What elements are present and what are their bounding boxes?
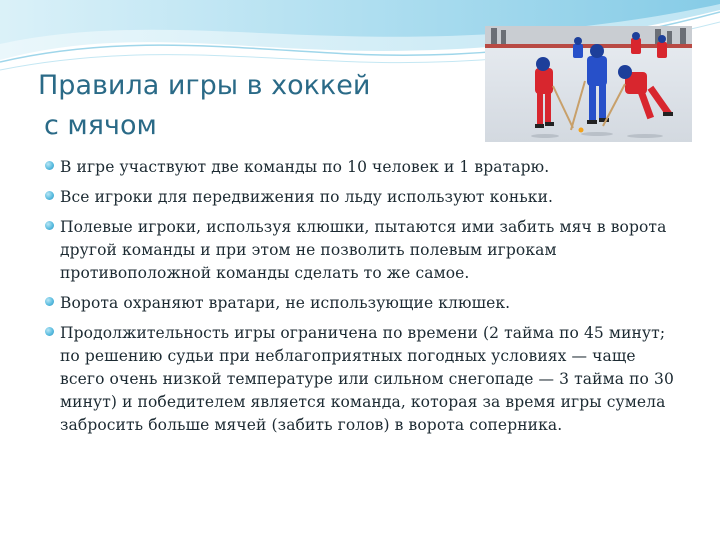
bullet-item <box>44 322 674 437</box>
bullet-text: Продолжительность игры ограничена по времени (2 тайма по 45 минут; по решению судьи при неблагоприятных погодных условиях — чаще всего очень низкой температуре или сильном снегопаде — 3 тайма по 30 минут) и победителем является команда, которая за время игры сумела забросить больше мячей (забить голов) в ворота соперника. <box>60 324 674 434</box>
title-line-1: Правила игры в хоккей <box>38 70 371 101</box>
slide-title <box>38 66 458 146</box>
bullet-text: В игре участвуют две команды по 10 человек и 1 вратарю. <box>60 158 550 176</box>
bullet-dot-icon <box>45 191 54 200</box>
bullet-dot-icon <box>45 221 54 230</box>
bullet-text: Полевые игроки, используя клюшки, пытаются ими забить мяч в ворота другой команды и при этом не позволить полевым игрокам противоположной команды сделать то же самое. <box>60 218 667 282</box>
bullet-item <box>44 186 674 209</box>
bullet-dot-icon <box>45 297 54 306</box>
bullet-item <box>44 216 674 285</box>
bullet-dot-icon <box>45 161 54 170</box>
title-line-2: с мячом <box>44 110 157 141</box>
bullet-list <box>44 156 674 444</box>
bullet-item <box>44 292 674 315</box>
bullet-dot-icon <box>45 327 54 336</box>
bullet-text: Все игроки для передвижения по льду используют коньки. <box>60 188 554 206</box>
bullet-text: Ворота охраняют вратари, не использующие клюшек. <box>60 294 511 312</box>
bullet-item <box>44 156 674 179</box>
bandy-players-photo <box>485 26 692 142</box>
